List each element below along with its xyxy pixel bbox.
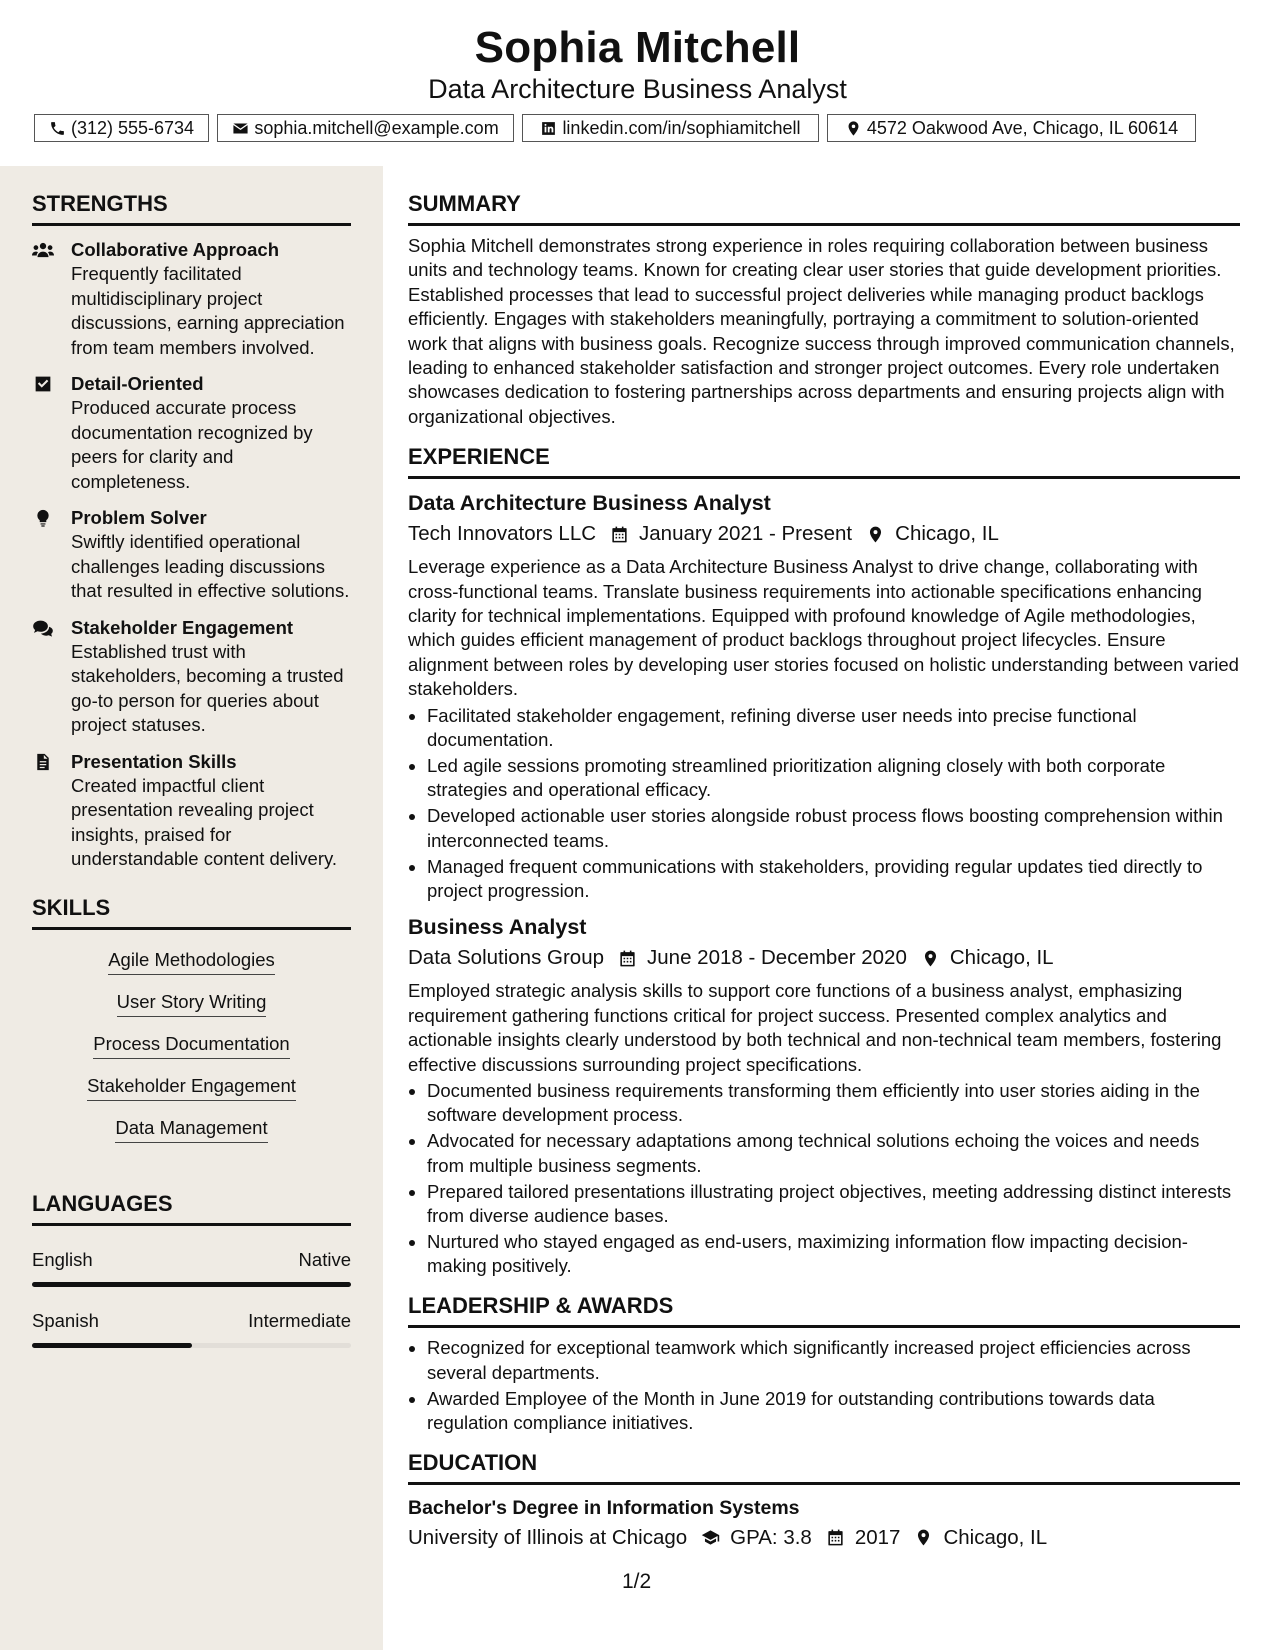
bullet-item: • Advocated for necessary adaptations among technical solutions echoing the voices and needs from multiple business segments.: [427, 1129, 1240, 1178]
education-section: [408, 1433, 1240, 1553]
candidate-title: Data Architecture Business Analyst: [428, 74, 847, 104]
section-divider: [408, 1482, 1240, 1485]
job-dates: June 2018 - December 2020: [647, 946, 907, 970]
section-divider: [32, 927, 351, 930]
experience-section: [408, 427, 1240, 1279]
calendar-icon: [610, 525, 629, 544]
strength-description: Frequently facilitated multidisciplinary project discussions, earning appreciation from team members involved.: [71, 263, 345, 358]
language-level: Native: [298, 1248, 351, 1270]
strength-item: [32, 750, 351, 872]
calendar-icon: [826, 1528, 845, 1547]
languages-heading: LANGUAGES: [32, 1190, 173, 1216]
check-square-icon: [32, 375, 54, 393]
bullet-item: • Developed actionable user stories alongside robust process flows boosting comprehension within interconnected teams.: [427, 804, 1240, 853]
phone-icon: [49, 120, 66, 137]
candidate-name: Sophia Mitchell: [474, 23, 801, 72]
skill-tag: Process Documentation: [93, 1032, 289, 1059]
language-name: Spanish: [32, 1309, 99, 1331]
section-divider: [408, 1325, 1240, 1328]
strengths-section: [32, 174, 351, 1348]
gpa: GPA: 3.8: [730, 1525, 812, 1549]
job-meta: [408, 943, 1240, 973]
email-text: sophia.mitchell@example.com: [254, 117, 499, 138]
job-title: Business Analyst: [408, 915, 587, 940]
contact-email[interactable]: [217, 114, 514, 142]
language-proficiency-fill: [32, 1282, 351, 1287]
strength-description: Established trust with stakeholders, becoming a trusted go-to person for queries about project statuses.: [71, 640, 344, 735]
strength-item: [32, 616, 351, 738]
graduation-cap-icon: [701, 1528, 720, 1547]
calendar-icon: [618, 949, 637, 968]
strength-item: [32, 238, 351, 360]
language-proficiency-bar: [32, 1343, 351, 1348]
strengths-heading: STRENGTHS: [32, 191, 168, 216]
job-bullets: [408, 704, 1240, 904]
strength-description: Produced accurate process documentation recognized by peers for clarity and completeness.: [71, 397, 313, 492]
skills-section: [32, 878, 351, 1152]
linkedin-icon: [540, 120, 557, 137]
section-divider: [32, 223, 351, 226]
main-content: [408, 166, 1240, 1553]
awards-heading: LEADERSHIP & AWARDS: [408, 1293, 674, 1319]
strength-title: Stakeholder Engagement: [71, 616, 294, 638]
strength-title: Problem Solver: [71, 507, 207, 528]
education-meta: [408, 1523, 1240, 1553]
map-pin-icon: [914, 1528, 933, 1547]
job-entry: [408, 489, 1240, 903]
skills-heading: SKILLS: [32, 894, 111, 920]
job-dates: January 2021 - Present: [639, 522, 853, 546]
contact-linkedin[interactable]: [522, 114, 819, 142]
bullet-item: • Facilitated stakeholder engagement, refining diverse user needs into precise functional documentation.: [427, 704, 1240, 753]
strength-title: Collaborative Approach: [71, 239, 279, 260]
degree-title: Bachelor's Degree in Information Systems: [408, 1496, 800, 1519]
language-proficiency-bar: [32, 1282, 351, 1287]
award-item: • Awarded Employee of the Month in June 2019 for outstanding contributions towards data regulation compliance initiatives.: [427, 1387, 1240, 1436]
bullet-item: • Nurtured who stayed engaged as end-users, maximizing information flow impacting decision-making positively.: [427, 1230, 1240, 1279]
bullet-item: • Managed frequent communications with stakeholders, providing regular updates tied directly to project progression.: [427, 855, 1240, 904]
summary-section: [408, 174, 1240, 429]
bullet-item: • Documented business requirements transforming them efficiently into user stories aiding in the software development process.: [427, 1079, 1240, 1128]
section-divider: [408, 223, 1240, 226]
skill-tag: Stakeholder Engagement: [87, 1074, 296, 1101]
bullet-item: • Prepared tailored presentations illustrating project objectives, meeting addressing distinct interests from diverse audience bases.: [427, 1180, 1240, 1229]
job-title: Data Architecture Business Analyst: [408, 491, 771, 516]
strength-title: Presentation Skills: [71, 750, 237, 772]
company-name: Tech Innovators LLC: [408, 522, 597, 546]
section-divider: [32, 1223, 351, 1226]
contact-address: [827, 114, 1196, 142]
strength-item: [32, 506, 351, 604]
job-location: Chicago, IL: [949, 946, 1054, 970]
language-name: English: [32, 1248, 93, 1270]
strength-item: [32, 372, 351, 494]
skills-list: [32, 942, 351, 1152]
bullet-item: • Led agile sessions promoting streamlined prioritization aligning closely with both corporate strategies and operational efficacy.: [427, 754, 1240, 803]
skill-tag: Agile Methodologies: [108, 948, 275, 975]
strength-description: Created impactful client presentation revealing project insights, praised for understandable content delivery.: [71, 774, 338, 869]
graduation-year: 2017: [854, 1525, 901, 1549]
job-bullets: [408, 1079, 1240, 1279]
skill-tag: User Story Writing: [117, 990, 267, 1017]
comments-icon: [32, 619, 54, 637]
award-item: • Recognized for exceptional teamwork which significantly increased project efficiencies across several departments.: [427, 1336, 1240, 1385]
job-location: Chicago, IL: [895, 522, 999, 546]
job-entry: [408, 913, 1240, 1278]
strength-title: Detail-Oriented: [71, 373, 204, 394]
experience-heading: EXPERIENCE: [408, 444, 550, 470]
envelope-icon: [232, 120, 249, 137]
education-location: Chicago, IL: [943, 1525, 1048, 1549]
skill-tag: Data Management: [115, 1116, 267, 1143]
languages-section: [32, 1174, 351, 1348]
page-number: 1/2: [622, 1570, 652, 1593]
lightbulb-icon: [32, 509, 54, 527]
awards-list: [408, 1336, 1240, 1435]
summary-heading: SUMMARY: [408, 191, 521, 216]
contact-bar: [34, 114, 1196, 142]
resume-header: [0, 0, 1275, 165]
summary-text: Sophia Mitchell demonstrates strong experience in roles requiring collaboration between business units and technology teams. Known for creating clear user stories that guide development priorities. Established processes that lead to successful project deliveries while managing product backlogs efficiently. Engages with stakeholders meaningfully, portraying a commitment to solution-oriented work that aligns with business goals. Recognize success through improved communication channels, leading to enhanced stakeholder satisfaction and stronger project outcomes. Every role undertaken showcases dedication to fostering partnerships across departments and ensuring projects align with organizational objectives.: [408, 235, 1235, 427]
sidebar: [0, 166, 383, 1650]
map-pin-icon: [866, 525, 885, 544]
language-level: Intermediate: [248, 1309, 351, 1331]
map-pin-icon: [921, 949, 940, 968]
job-meta: [408, 519, 1240, 549]
contact-phone[interactable]: [34, 114, 209, 142]
language-item: [32, 1248, 351, 1287]
education-heading: EDUCATION: [408, 1449, 538, 1475]
document-icon: [32, 753, 54, 771]
awards-section: [408, 1276, 1240, 1435]
phone-text: (312) 555-6734: [70, 117, 195, 138]
school-name: University of Illinois at Chicago: [408, 1525, 688, 1549]
job-description: Leverage experience as a Data Architecture Business Analyst to drive change, collaborating with cross-functional teams. Translate business requirements into actionable specifications enhancing clarity for technical implementations. Equipped with profound knowledge of Agile methodologies, which guides efficient management of product backlogs throughout project lifecycles. Ensure alignment between roles by developing user stories focused on holistic understanding between varied stakeholders.: [408, 556, 1239, 700]
map-pin-icon: [845, 120, 862, 137]
strength-description: Swiftly identified operational challenges leading discussions that resulted in effective solutions.: [71, 531, 350, 601]
language-proficiency-fill: [32, 1343, 192, 1348]
company-name: Data Solutions Group: [408, 946, 605, 970]
linkedin-text: linkedin.com/in/sophiamitchell: [562, 117, 801, 138]
section-divider: [408, 476, 1240, 479]
language-item: [32, 1309, 351, 1348]
job-description: Employed strategic analysis skills to support core functions of a business analyst, emphasizing requirement gathering functions critical for project success. Presented complex analytics and actionable insights clearly understood by both technical and non-technical team members, fostering effective discussions surrounding project specifications.: [408, 980, 1222, 1075]
users-icon: [32, 241, 54, 259]
address-text: 4572 Oakwood Ave, Chicago, IL 60614: [866, 117, 1179, 138]
